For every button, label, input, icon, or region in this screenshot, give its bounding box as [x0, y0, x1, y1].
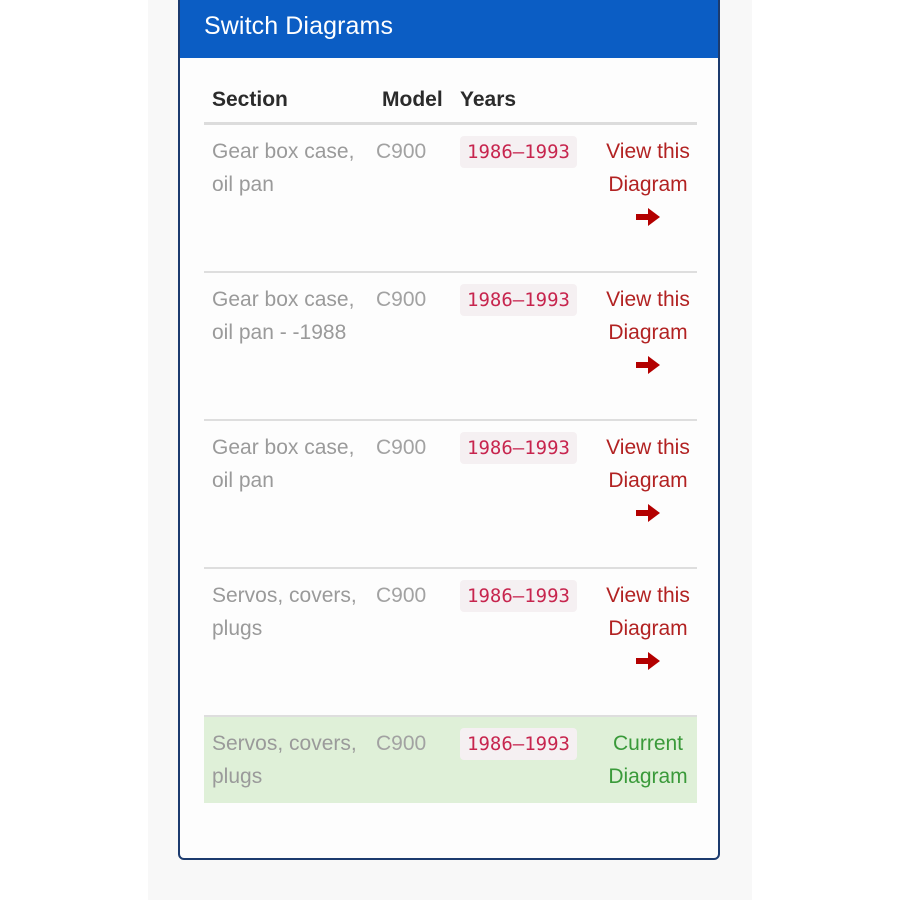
years-cell — [458, 420, 599, 568]
view-diagram-link[interactable] — [599, 272, 697, 420]
years-badge: 1986–1993 — [460, 284, 577, 316]
table-header-row — [204, 76, 697, 124]
panel-title: Switch Diagrams — [204, 12, 394, 40]
years-badge: 1986–1993 — [460, 580, 577, 612]
arrow-right-icon[interactable] — [599, 497, 697, 527]
years-cell — [458, 568, 599, 716]
column-header-model: Model — [374, 76, 458, 124]
view-diagram-link[interactable] — [599, 124, 697, 273]
arrow-right-icon[interactable] — [599, 201, 697, 231]
section-cell: Servos, covers, plugs — [212, 732, 357, 788]
section-cell: Gear box case, oil pan — [204, 124, 374, 273]
panel-header — [180, 0, 718, 58]
model-cell: C900 — [374, 124, 458, 273]
table-row — [204, 568, 697, 716]
arrow-right-icon[interactable] — [599, 645, 697, 675]
section-cell: Gear box case, oil pan — [204, 420, 374, 568]
table-row-current — [204, 716, 697, 803]
years-badge: 1986–1993 — [460, 136, 577, 168]
model-cell: C900 — [374, 420, 458, 568]
years-cell — [458, 124, 599, 273]
view-diagram-link[interactable] — [599, 420, 697, 568]
view-diagram-label[interactable]: View this Diagram — [606, 140, 690, 196]
view-diagram-label[interactable]: View this Diagram — [606, 436, 690, 492]
section-cell: Gear box case, oil pan - -1988 — [204, 272, 374, 420]
table-row — [204, 124, 697, 273]
model-cell: C900 — [374, 272, 458, 420]
column-header-action — [599, 76, 697, 124]
table-row — [204, 272, 697, 420]
table-row — [204, 420, 697, 568]
years-badge: 1986–1993 — [460, 728, 577, 760]
model-cell: C900 — [376, 732, 427, 755]
years-cell — [458, 716, 599, 803]
section-cell: Servos, covers, plugs — [204, 568, 374, 716]
column-header-section: Section — [204, 76, 374, 124]
column-header-years: Years — [458, 76, 599, 124]
view-diagram-label[interactable]: View this Diagram — [606, 584, 690, 640]
diagrams-table — [204, 76, 697, 803]
model-cell: C900 — [374, 568, 458, 716]
view-diagram-label[interactable]: View this Diagram — [606, 288, 690, 344]
current-diagram-label: Current Diagram — [608, 732, 688, 788]
years-cell — [458, 272, 599, 420]
arrow-right-icon[interactable] — [599, 349, 697, 379]
years-badge: 1986–1993 — [460, 432, 577, 464]
view-diagram-link[interactable] — [599, 568, 697, 716]
switch-diagrams-panel — [178, 0, 720, 860]
